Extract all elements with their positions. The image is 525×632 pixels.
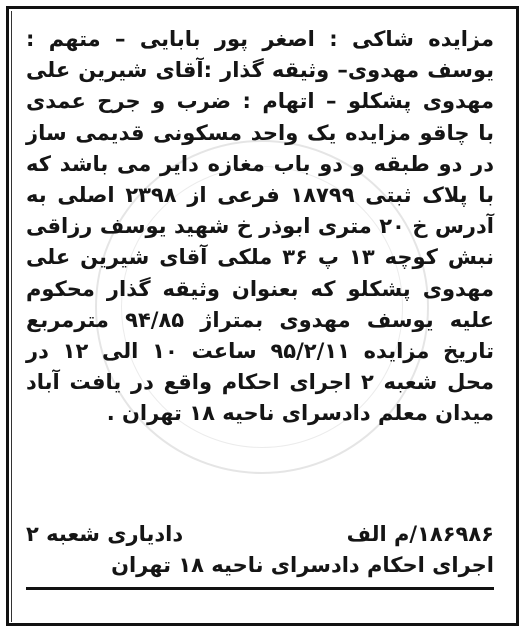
notice-line: با پلاک ثبتی ۱۸۷۹۹ فرعی از ۲۳۹۸ اصلی به: [26, 182, 494, 207]
notice-code: ۱۸۶۹۸۶/م الف: [346, 522, 494, 546]
notice-line: میدان معلم دادسرای ناحیه ۱۸ تهران .: [106, 401, 494, 426]
notice-line: یوسف مهدوی– وثیقه گذار :آقای شیرین علی: [26, 58, 494, 83]
notice-footer: [26, 519, 494, 581]
notice-line: محل شعبه ۲ اجرای احکام واقع در یافت آباد: [26, 370, 494, 395]
notice-line: در دو طبقه و دو باب مغازه دایر می باشد که: [26, 151, 494, 176]
notice-line: تاریخ مزایده ۹۵/۲/۱۱ ساعت ۱۰ الی ۱۲ در: [26, 338, 494, 363]
notice-line: آدرس خ ۲۰ متری ابوذر خ شهید یوسف رزاقی: [26, 214, 494, 239]
footer-underline: [26, 587, 494, 590]
notice-line: مزایده شاکی : اصغر پور بابایی – متهم :: [26, 27, 494, 51]
footer-row: [26, 519, 494, 550]
notice-body: [26, 24, 494, 429]
notice-line: نبش کوچه ۱۳ پ ۳۶ ملکی آقای شیرین علی: [26, 245, 494, 270]
notice-line: علیه یوسف مهدوی بمتراژ ۹۴/۸۵ مترمربع: [26, 307, 494, 332]
notice-line: با چاقو مزایده یک واحد مسکونی قدیمی ساز: [26, 120, 494, 145]
office-name: دادیاری شعبه ۲: [26, 522, 184, 546]
office-address: اجرای احکام دادسرای ناحیه ۱۸ تهران: [111, 553, 494, 577]
notice-line: مهدوی پشکلو که بعنوان وثیقه گذار محکوم: [26, 276, 494, 301]
notice-line: مهدوی پشکلو – اتهام : ضرب و جرح عمدی: [26, 89, 494, 114]
